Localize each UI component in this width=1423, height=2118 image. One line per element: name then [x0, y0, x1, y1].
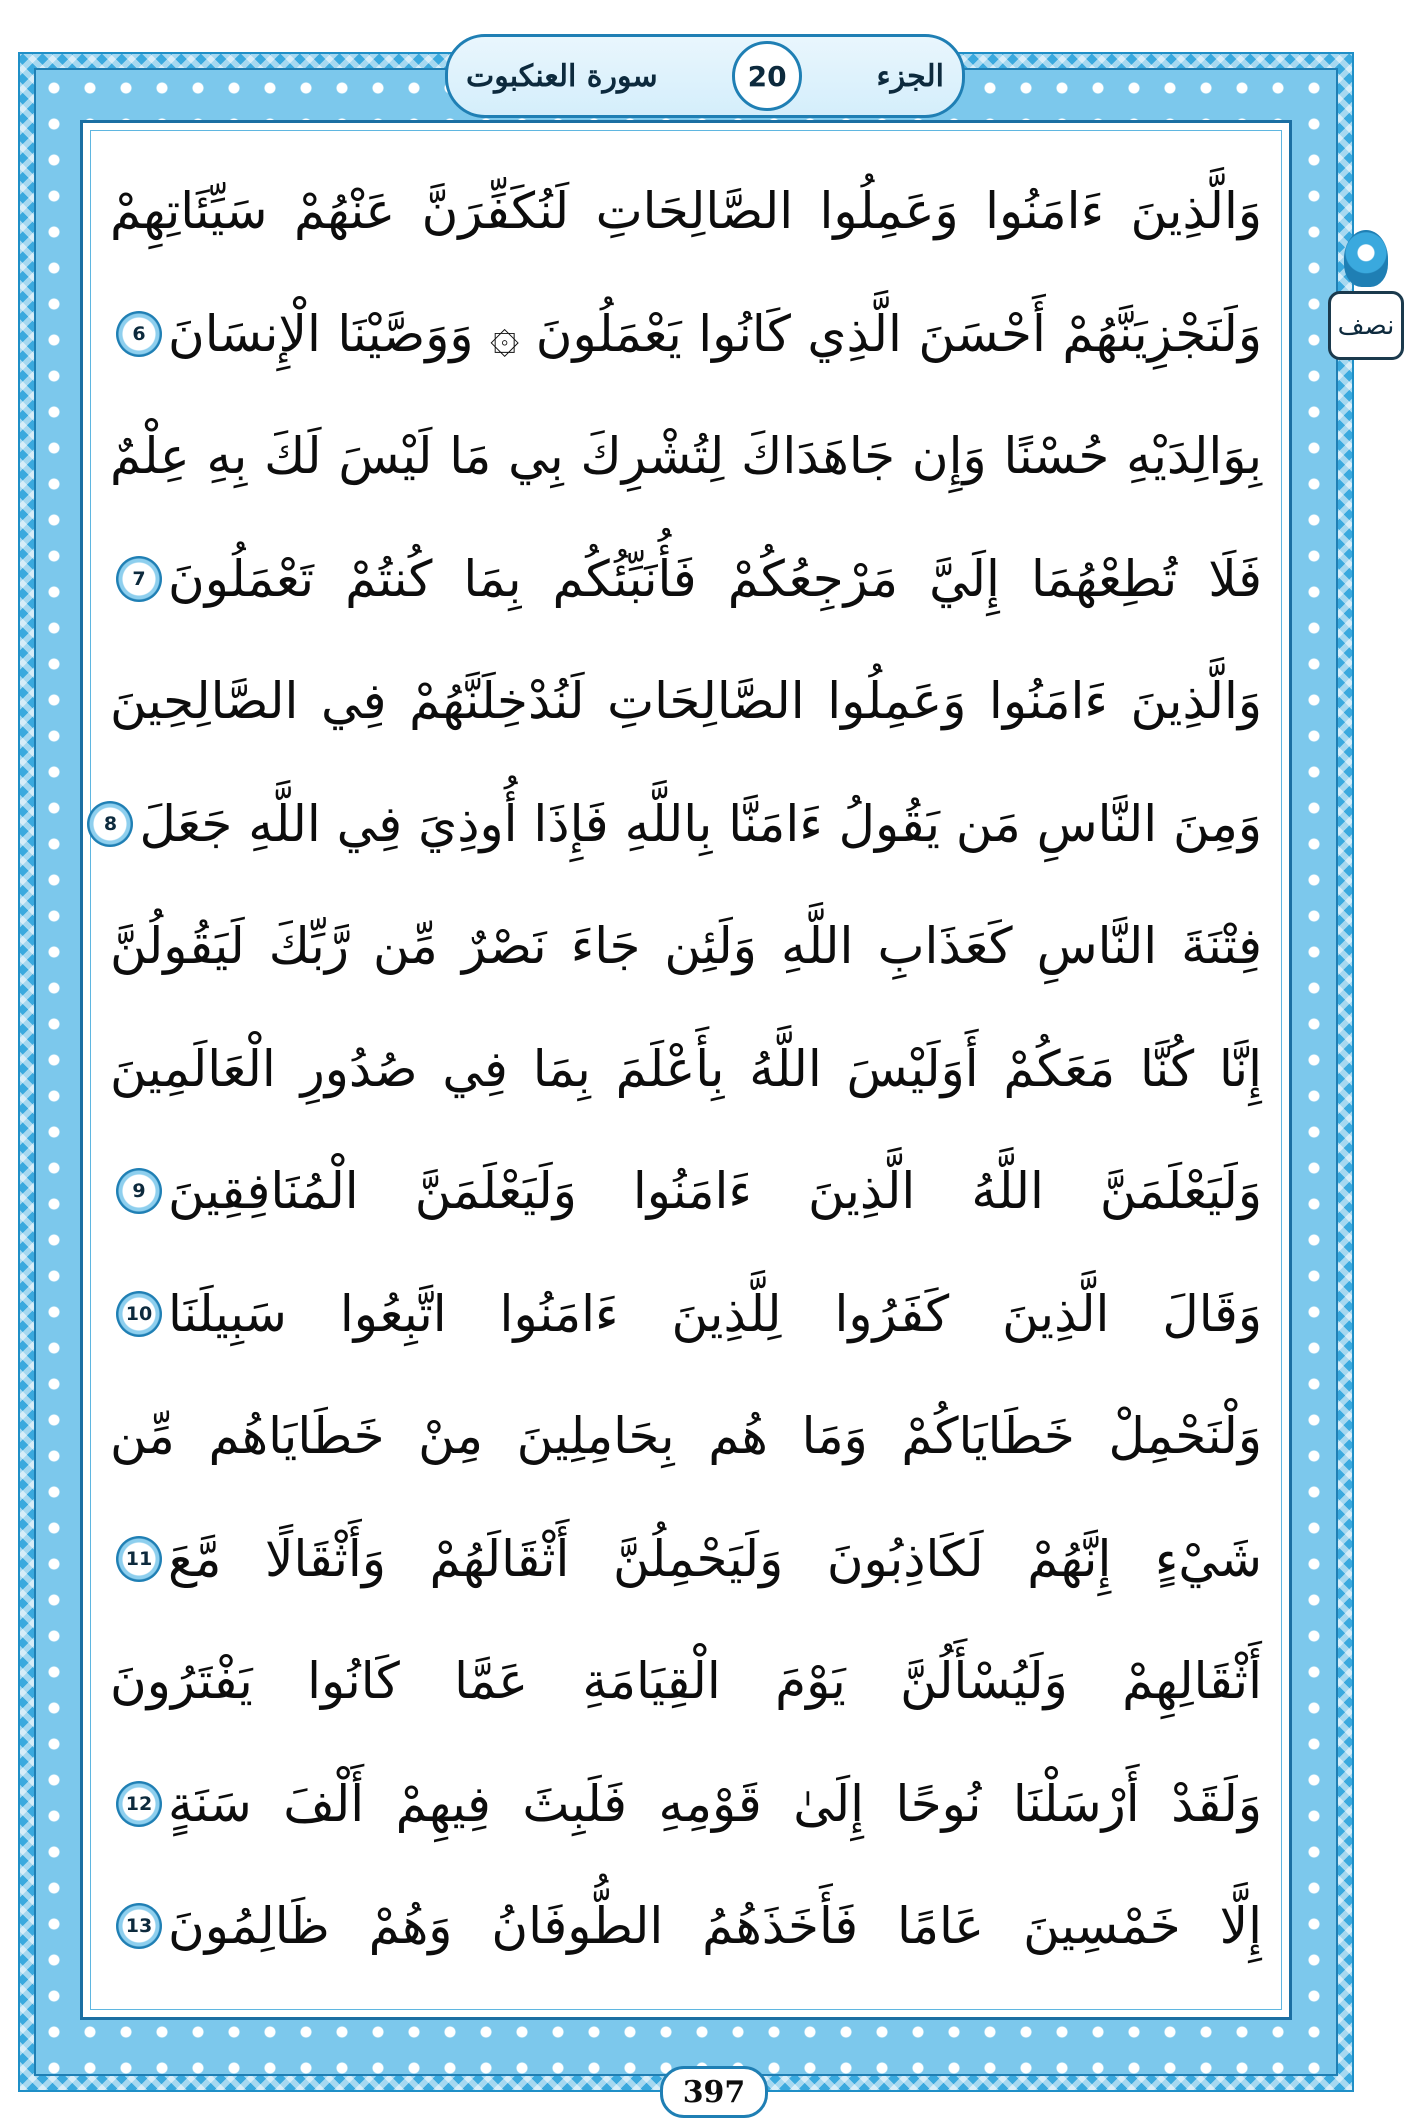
verse-text: فِتْنَةَ النَّاسِ كَعَذَابِ اللَّهِ وَلَئِن جَاءَ نَصْرٌ مِّن رَّبِّكَ لَيَقُولُنَّ — [110, 917, 1262, 976]
verse-text: وَقَالَ الَّذِينَ كَفَرُوا لِلَّذِينَ ءَامَنُوا اتَّبِعُوا سَبِيلَنَا — [168, 1284, 1262, 1343]
ayah-number-marker: 8 — [87, 801, 133, 847]
verse-text: وَلَيَعْلَمَنَّ اللَّهُ الَّذِينَ ءَامَنُوا وَلَيَعْلَمَنَّ الْمُنَافِقِينَ — [168, 1162, 1262, 1221]
verse-text: وَلْنَحْمِلْ خَطَايَاكُمْ وَمَا هُم بِحَامِلِينَ مِنْ خَطَايَاهُم مِّن — [110, 1407, 1262, 1466]
verse-line — [110, 640, 1262, 763]
verse-text: فَلَا تُطِعْهُمَا إِلَيَّ مَرْجِعُكُمْ فَأُنَبِّئُكُم بِمَا كُنتُمْ تَعْمَلُونَ — [168, 549, 1262, 608]
verse-text: وَلَنَجْزِيَنَّهُمْ أَحْسَنَ الَّذِي كَانُوا يَعْمَلُونَ ۞ وَوَصَّيْنَا الْإِنسَانَ — [168, 304, 1262, 363]
hizb-ornament-icon — [1344, 230, 1388, 287]
verse-text: وَالَّذِينَ ءَامَنُوا وَعَمِلُوا الصَّالِحَاتِ لَنُدْخِلَنَّهُمْ فِي الصَّالِحِينَ — [110, 672, 1262, 731]
verse-text: أَثْقَالِهِمْ وَلَيُسْأَلُنَّ يَوْمَ الْقِيَامَةِ عَمَّا كَانُوا يَفْتَرُونَ — [110, 1652, 1262, 1711]
verse-line — [110, 1620, 1262, 1743]
juz-number-badge: 20 — [732, 41, 802, 111]
ayah-number-marker: 13 — [116, 1903, 162, 1949]
verse-line — [110, 885, 1262, 1008]
verse-text: بِوَالِدَيْهِ حُسْنًا وَإِن جَاهَدَاكَ لِتُشْرِكَ بِي مَا لَيْسَ لَكَ بِهِ عِلْمٌ — [110, 427, 1262, 486]
ayah-number-marker: 7 — [116, 556, 162, 602]
verse-line — [110, 1253, 1262, 1376]
verse-line — [110, 518, 1262, 641]
verse-text: وَمِنَ النَّاسِ مَن يَقُولُ ءَامَنَّا بِاللَّهِ فَإِذَا أُوذِيَ فِي اللَّهِ جَعَلَ — [139, 794, 1262, 853]
verse-line — [110, 150, 1262, 273]
verse-line — [110, 1008, 1262, 1131]
ayah-number-marker: 11 — [116, 1536, 162, 1582]
ayah-number-marker: 9 — [116, 1168, 162, 1214]
hizb-marker — [1326, 230, 1406, 360]
verse-line — [110, 273, 1262, 396]
ayah-number-marker: 12 — [116, 1781, 162, 1827]
verse-line — [103, 763, 1262, 886]
verse-line — [110, 395, 1262, 518]
verse-line — [110, 1865, 1262, 1988]
verse-line — [110, 1498, 1262, 1621]
ayah-number-marker: 10 — [116, 1291, 162, 1337]
page-number: 397 — [660, 2066, 768, 2118]
verse-text: شَيْءٍ إِنَّهُمْ لَكَاذِبُونَ وَلَيَحْمِلُنَّ أَثْقَالَهُمْ وَأَثْقَالًا مَّعَ — [168, 1529, 1262, 1588]
verse-lines — [103, 150, 1262, 1990]
juz-label: الجزء — [876, 58, 944, 94]
verse-text: إِنَّا كُنَّا مَعَكُمْ أَوَلَيْسَ اللَّهُ بِأَعْلَمَ بِمَا فِي صُدُورِ الْعَالَمِينَ — [110, 1039, 1262, 1098]
verse-line — [110, 1130, 1262, 1253]
hizb-label: نصف — [1328, 291, 1404, 360]
ayah-number-marker: 6 — [116, 311, 162, 357]
verse-text: وَلَقَدْ أَرْسَلْنَا نُوحًا إِلَىٰ قَوْمِهِ فَلَبِثَ فِيهِمْ أَلْفَ سَنَةٍ — [168, 1774, 1262, 1833]
verse-line — [110, 1743, 1262, 1866]
verse-text: وَالَّذِينَ ءَامَنُوا وَعَمِلُوا الصَّالِحَاتِ لَنُكَفِّرَنَّ عَنْهُمْ سَيِّئَاتِهِمْ — [110, 182, 1262, 241]
verse-text: إِلَّا خَمْسِينَ عَامًا فَأَخَذَهُمُ الطُّوفَانُ وَهُمْ ظَالِمُونَ — [168, 1897, 1262, 1956]
surah-name: سورة العنكبوت — [466, 58, 658, 94]
page-header — [445, 34, 965, 118]
verse-line — [110, 1375, 1262, 1498]
